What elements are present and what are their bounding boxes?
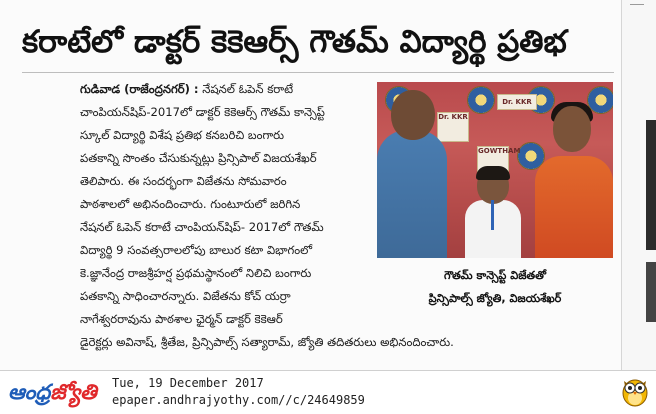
person-man-head [391, 90, 435, 140]
article-body-last-line [80, 331, 620, 354]
backdrop-plate-text: Dr. KKR [438, 113, 468, 121]
person-woman [535, 156, 613, 258]
body-line: పాఠశాలలో అభినందించారు. గుంటూరులో జరిగిన [80, 197, 301, 211]
body-line: తెలిపారు. ఈ సందర్భంగా విజేతను సోమవారం [80, 174, 287, 188]
caption-line: ప్రిన్సిపాల్స్ జ్యోతి, విజయశేఖర్ [428, 292, 562, 305]
body-line: కె.జ్ఞానేంద్ర రాజశ్రీహర్ష ప్రథమస్థానంలో నిలిచి బంగారు [80, 266, 312, 280]
logo-text-part1: ఆంధ్ర [8, 380, 51, 404]
andhrajyothy-logo[interactable] [8, 377, 97, 407]
caption-line: గౌతమ్ కాన్సెప్ట్ విజేతతో [443, 269, 547, 282]
adjacent-column-photo [646, 120, 656, 250]
footer-url[interactable]: epaper.andhrajyothy.com//c/24649859 [112, 393, 365, 407]
person-man [377, 130, 447, 258]
person-woman-head [553, 106, 591, 152]
backdrop-plate [497, 94, 537, 110]
headline-divider [22, 72, 614, 73]
article-headline: కరాటేలో డాక్టర్ కెకెఆర్స్ గౌతమ్ విద్యార్థి ప్రతిభ [22, 24, 567, 60]
article-photo [377, 82, 613, 258]
body-line: నాగేశ్వరరావును పాఠశాల ఛైర్మన్ డాక్టర్ కెకెఆర్ [80, 312, 283, 326]
body-line: పతకాన్ని సొంతం చేసుకున్నట్లు ప్రిన్సిపాల్ విజయశేఖర్ [80, 151, 317, 165]
body-line: డైరెక్టర్లు అవినాష్, శ్రీతేజ, ప్రిన్సిపాల్స్ సత్యారామ్, జ్యోతి తదితరులు అభినందించారు. [80, 335, 454, 349]
body-line: స్కూల్ విద్యార్థి విశేష ప్రతిభ కనబరిచి బంగారు [80, 128, 285, 142]
adjacent-column-rule [630, 4, 644, 5]
backdrop-plate-text: GOWTHAM [478, 147, 521, 155]
owl-mascot-icon [620, 373, 650, 407]
epaper-footer [0, 370, 656, 414]
footer-date: Tue, 19 December 2017 [112, 376, 264, 390]
backdrop-plate [437, 112, 469, 142]
body-line-text: నేషనల్ ఓపెన్ కరాటే [202, 82, 294, 96]
medal-lanyard [491, 200, 494, 230]
body-line: నేషనల్ ఓపెన్ కరాటే చాంపియన్‌షిప్- 2017లో గౌతమ్ [80, 220, 324, 234]
adjacent-column-photo [646, 262, 656, 322]
photo-caption [377, 264, 613, 310]
body-line: చాంపియన్‌షిప్-2017లో డాక్టర్ కెకెఆర్స్ గౌతమ్ కాన్సెప్ట్ [80, 105, 325, 119]
body-line: విద్యార్థి 9 సంవత్సరాలలోపు బాలుర కటా విభాగంలో [80, 243, 313, 257]
article-dateline: గుడివాడ (రాజేంద్రనగర్) : [80, 82, 199, 96]
backdrop-badge-icon [467, 86, 495, 114]
logo-text-part2: జ్యోతి [50, 380, 97, 404]
article-body [80, 78, 373, 331]
body-line: పతకాన్ని సాధించారన్నారు. విజేతను కోచ్ యర్రా [80, 289, 291, 303]
body-line [80, 78, 373, 101]
backdrop-plate-text: Dr. KKR [502, 98, 532, 106]
person-boy-hair [476, 166, 510, 180]
